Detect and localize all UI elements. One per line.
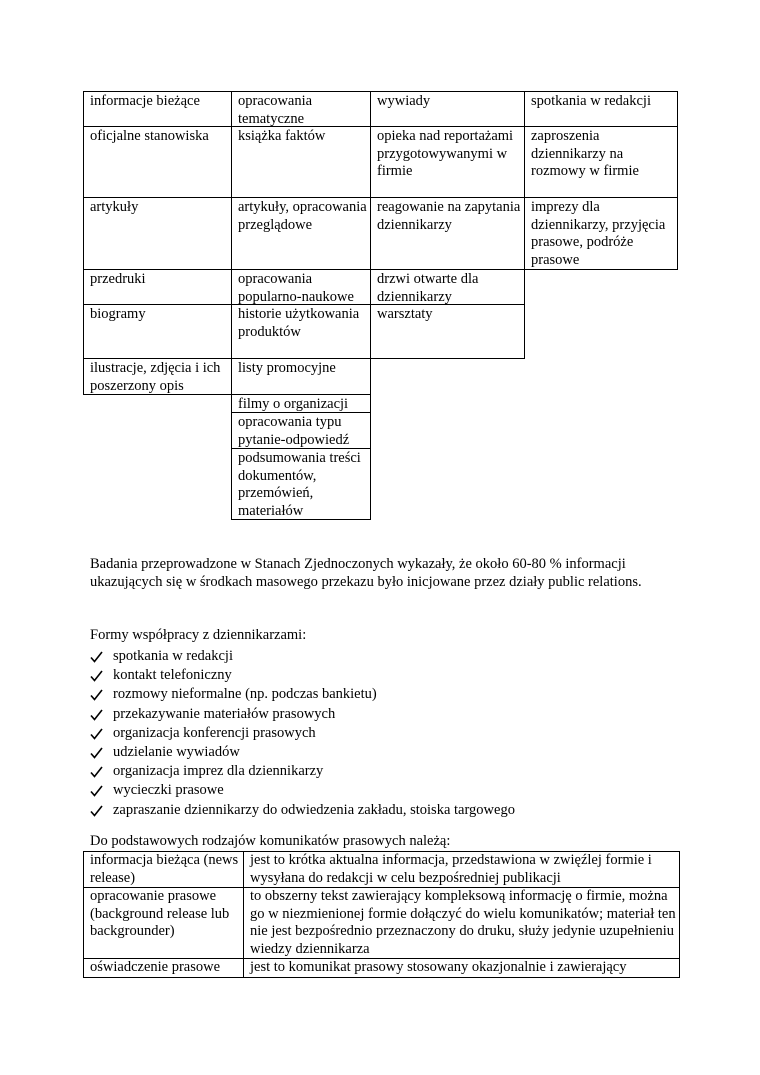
table-cell-term: opracowanie prasowe (background release lub backgrounder) (84, 888, 244, 959)
checkmark-icon (90, 670, 103, 682)
grid-cell: reagowanie na zapytania dziennikarzy (370, 197, 525, 270)
grid-cell: wywiady (370, 91, 525, 127)
table-cell-description: jest to krótka aktualna informacja, przedstawiona w zwięźlej formie i wysyłana do redakcji w celu bezpośredniej publikacji (244, 852, 680, 888)
grid-cell: biogramy (83, 304, 232, 359)
grid-cell: listy promocyjne (231, 358, 371, 395)
table-cell-term: informacja bieżąca (news release) (84, 852, 244, 888)
list-item-label: spotkania w redakcji (113, 648, 233, 664)
cooperation-forms-list (90, 647, 515, 820)
list-item-label: zapraszanie dziennikarzy do odwiedzenia zakładu, stoiska targowego (113, 801, 515, 818)
list-item (90, 781, 515, 800)
list-item (90, 685, 515, 704)
table-row (84, 959, 680, 978)
grid-cell: drzwi otwarte dla dziennikarzy (370, 269, 525, 305)
grid-cell: imprezy dla dziennikarzy, przyjęcia prasowe, podróże prasowe (524, 197, 678, 270)
pr-activities-grid (0, 0, 760, 530)
grid-cell: historie użytkowania produktów (231, 304, 371, 359)
grid-cell: warsztaty (370, 304, 525, 359)
list-item (90, 724, 515, 743)
list-item (90, 666, 515, 685)
checkmark-icon (90, 709, 103, 721)
list-item-label: rozmowy nieformalne (np. podczas bankietu) (113, 686, 377, 703)
table-cell-term: oświadczenie prasowe (84, 959, 244, 978)
grid-cell: filmy o organizacji (231, 394, 371, 413)
list-item-label: organizacja konferencji prasowych (113, 724, 316, 741)
grid-cell: artykuły, opracowania przeglądowe (231, 197, 371, 270)
research-paragraph: Badania przeprowadzone w Stanach Zjednoczonych wykazały, że około 60-80 % informacji ukazujących się w środkach masowego przekazu było inicjowane przez działy public relations. (90, 556, 642, 590)
checkmark-icon (90, 785, 103, 797)
grid-cell: opieka nad reportażami przygotowywanymi w firmie (370, 126, 525, 198)
grid-cell: opracowania tematyczne (231, 91, 371, 127)
grid-cell: ilustracje, zdjęcia i ich poszerzony opis (83, 358, 232, 395)
grid-cell: przedruki (83, 269, 232, 305)
grid-cell: podsumowania treści dokumentów, przemówień, materiałów (231, 448, 371, 520)
grid-cell: opracowania popularno-naukowe (231, 269, 371, 305)
table-row (84, 852, 680, 888)
table-cell-description: jest to komunikat prasowy stosowany okazjonalnie i zawierający (244, 959, 680, 978)
grid-cell: spotkania w redakcji (524, 91, 678, 127)
grid-cell: zaproszenia dziennikarzy na rozmowy w firmie (524, 126, 678, 198)
checkmark-icon (90, 689, 103, 701)
checkmark-icon (90, 651, 103, 663)
table-row (84, 888, 680, 959)
grid-cell: informacje bieżące (83, 91, 232, 127)
list-item-label: kontakt telefoniczny (113, 667, 232, 684)
grid-cell: opracowania typu pytanie-odpowiedź (231, 412, 371, 449)
table-cell-description: to obszerny tekst zawierający kompleksową informację o firmie, można go w niezmienionej formie dołączyć do wielu komunikatów; materiał ten nie jest bezpośrednio przeznaczony do druku, służy jedynie uzupełnieniu wiedzy dziennikarza (244, 888, 680, 959)
list-item-label: wycieczki prasowe (113, 782, 224, 799)
list-item (90, 705, 515, 724)
list-item (90, 743, 515, 762)
list-item (90, 801, 515, 820)
checkmark-icon (90, 766, 103, 778)
list-item-label: udzielanie wywiadów (113, 743, 240, 760)
press-release-types-table (83, 851, 680, 978)
grid-cell: oficjalne stanowiska (83, 126, 232, 198)
list-item (90, 762, 515, 781)
list-item (90, 647, 515, 666)
checkmark-icon (90, 805, 103, 817)
list-item-label: organizacja imprez dla dziennikarzy (113, 763, 324, 780)
list-item-label: przekazywanie materiałów prasowych (113, 705, 336, 722)
communique-heading: Do podstawowych rodzajów komunikatów prasowych należą: (90, 833, 451, 849)
checkmark-icon (90, 747, 103, 759)
checkmark-icon (90, 728, 103, 740)
forms-heading: Formy współpracy z dziennikarzami: (90, 627, 307, 643)
grid-cell: artykuły (83, 197, 232, 270)
grid-cell: książka faktów (231, 126, 371, 198)
